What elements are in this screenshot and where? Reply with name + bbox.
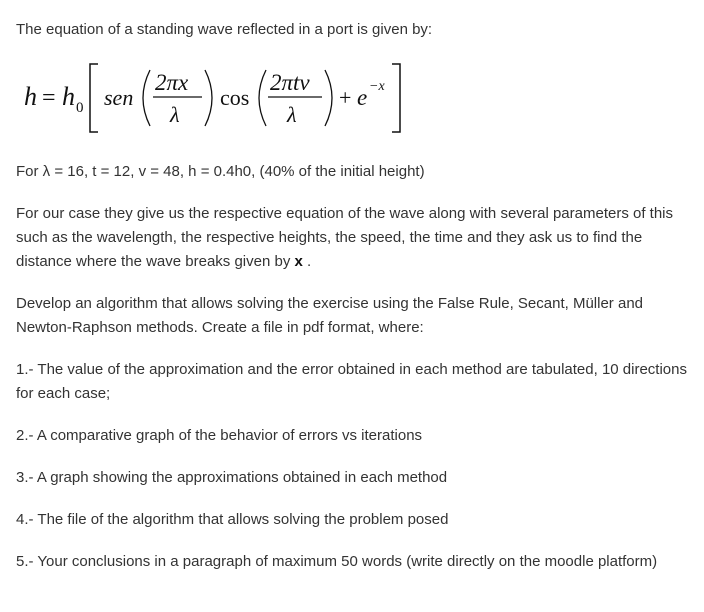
list-item-3: 3.- A graph showing the approximations obtained in each method <box>16 469 448 486</box>
eq-e: e <box>357 85 368 110</box>
eq-num2: 2πtv <box>270 70 310 95</box>
eq-den2: λ <box>287 102 297 127</box>
right-paren-2 <box>325 70 332 126</box>
eq-lhs: h <box>24 82 37 111</box>
eq-h0-base: h <box>62 82 75 111</box>
develop-paragraph: Develop an algorithm that allows solving the exercise using the False Rule, Secant, Müller and Newton-Raphson methods. Create a file in pdf format, where: <box>16 295 643 336</box>
list-item-2: 2.- A comparative graph of the behavior of errors vs iterations <box>16 427 423 444</box>
case-paragraph <box>16 202 694 274</box>
list-item-1: 1.- The value of the approximation and the error obtained in each method are tabulated, 10 directions for each case; <box>16 361 687 402</box>
eq-h0-sub: 0 <box>76 100 84 116</box>
wave-equation <box>24 58 414 138</box>
left-paren-1 <box>143 70 150 126</box>
intro-text: The equation of a standing wave reflected in a port is given by: <box>16 21 433 38</box>
eq-num1: 2πx <box>155 70 189 95</box>
case-end: . <box>302 253 312 270</box>
eq-equals: = <box>42 85 56 111</box>
eq-sen: sen <box>104 85 134 110</box>
list-item-4: 4.- The file of the algorithm that allows solving the problem posed <box>16 511 449 528</box>
eq-den1: λ <box>170 102 180 127</box>
eq-cos: cos <box>220 85 250 110</box>
eq-plus: + <box>339 85 352 110</box>
params-text: For λ = 16, t = 12, v = 48, h = 0.4h0, (40% of the initial height) <box>16 163 425 180</box>
list-item-5: 5.- Your conclusions in a paragraph of maximum 50 words (write directly on the moodle platform) <box>16 553 658 570</box>
case-text: For our case they give us the respective equation of the wave along with several parameters of this such as the wavelength, the respective heights, the speed, the time and they ask us to find the distance where the wave breaks given by <box>16 205 674 270</box>
left-bracket <box>90 64 98 132</box>
case-variable: x <box>294 253 303 270</box>
left-paren-2 <box>259 70 266 126</box>
right-paren-1 <box>205 70 212 126</box>
eq-exponent: −x <box>369 79 385 94</box>
right-bracket <box>392 64 400 132</box>
